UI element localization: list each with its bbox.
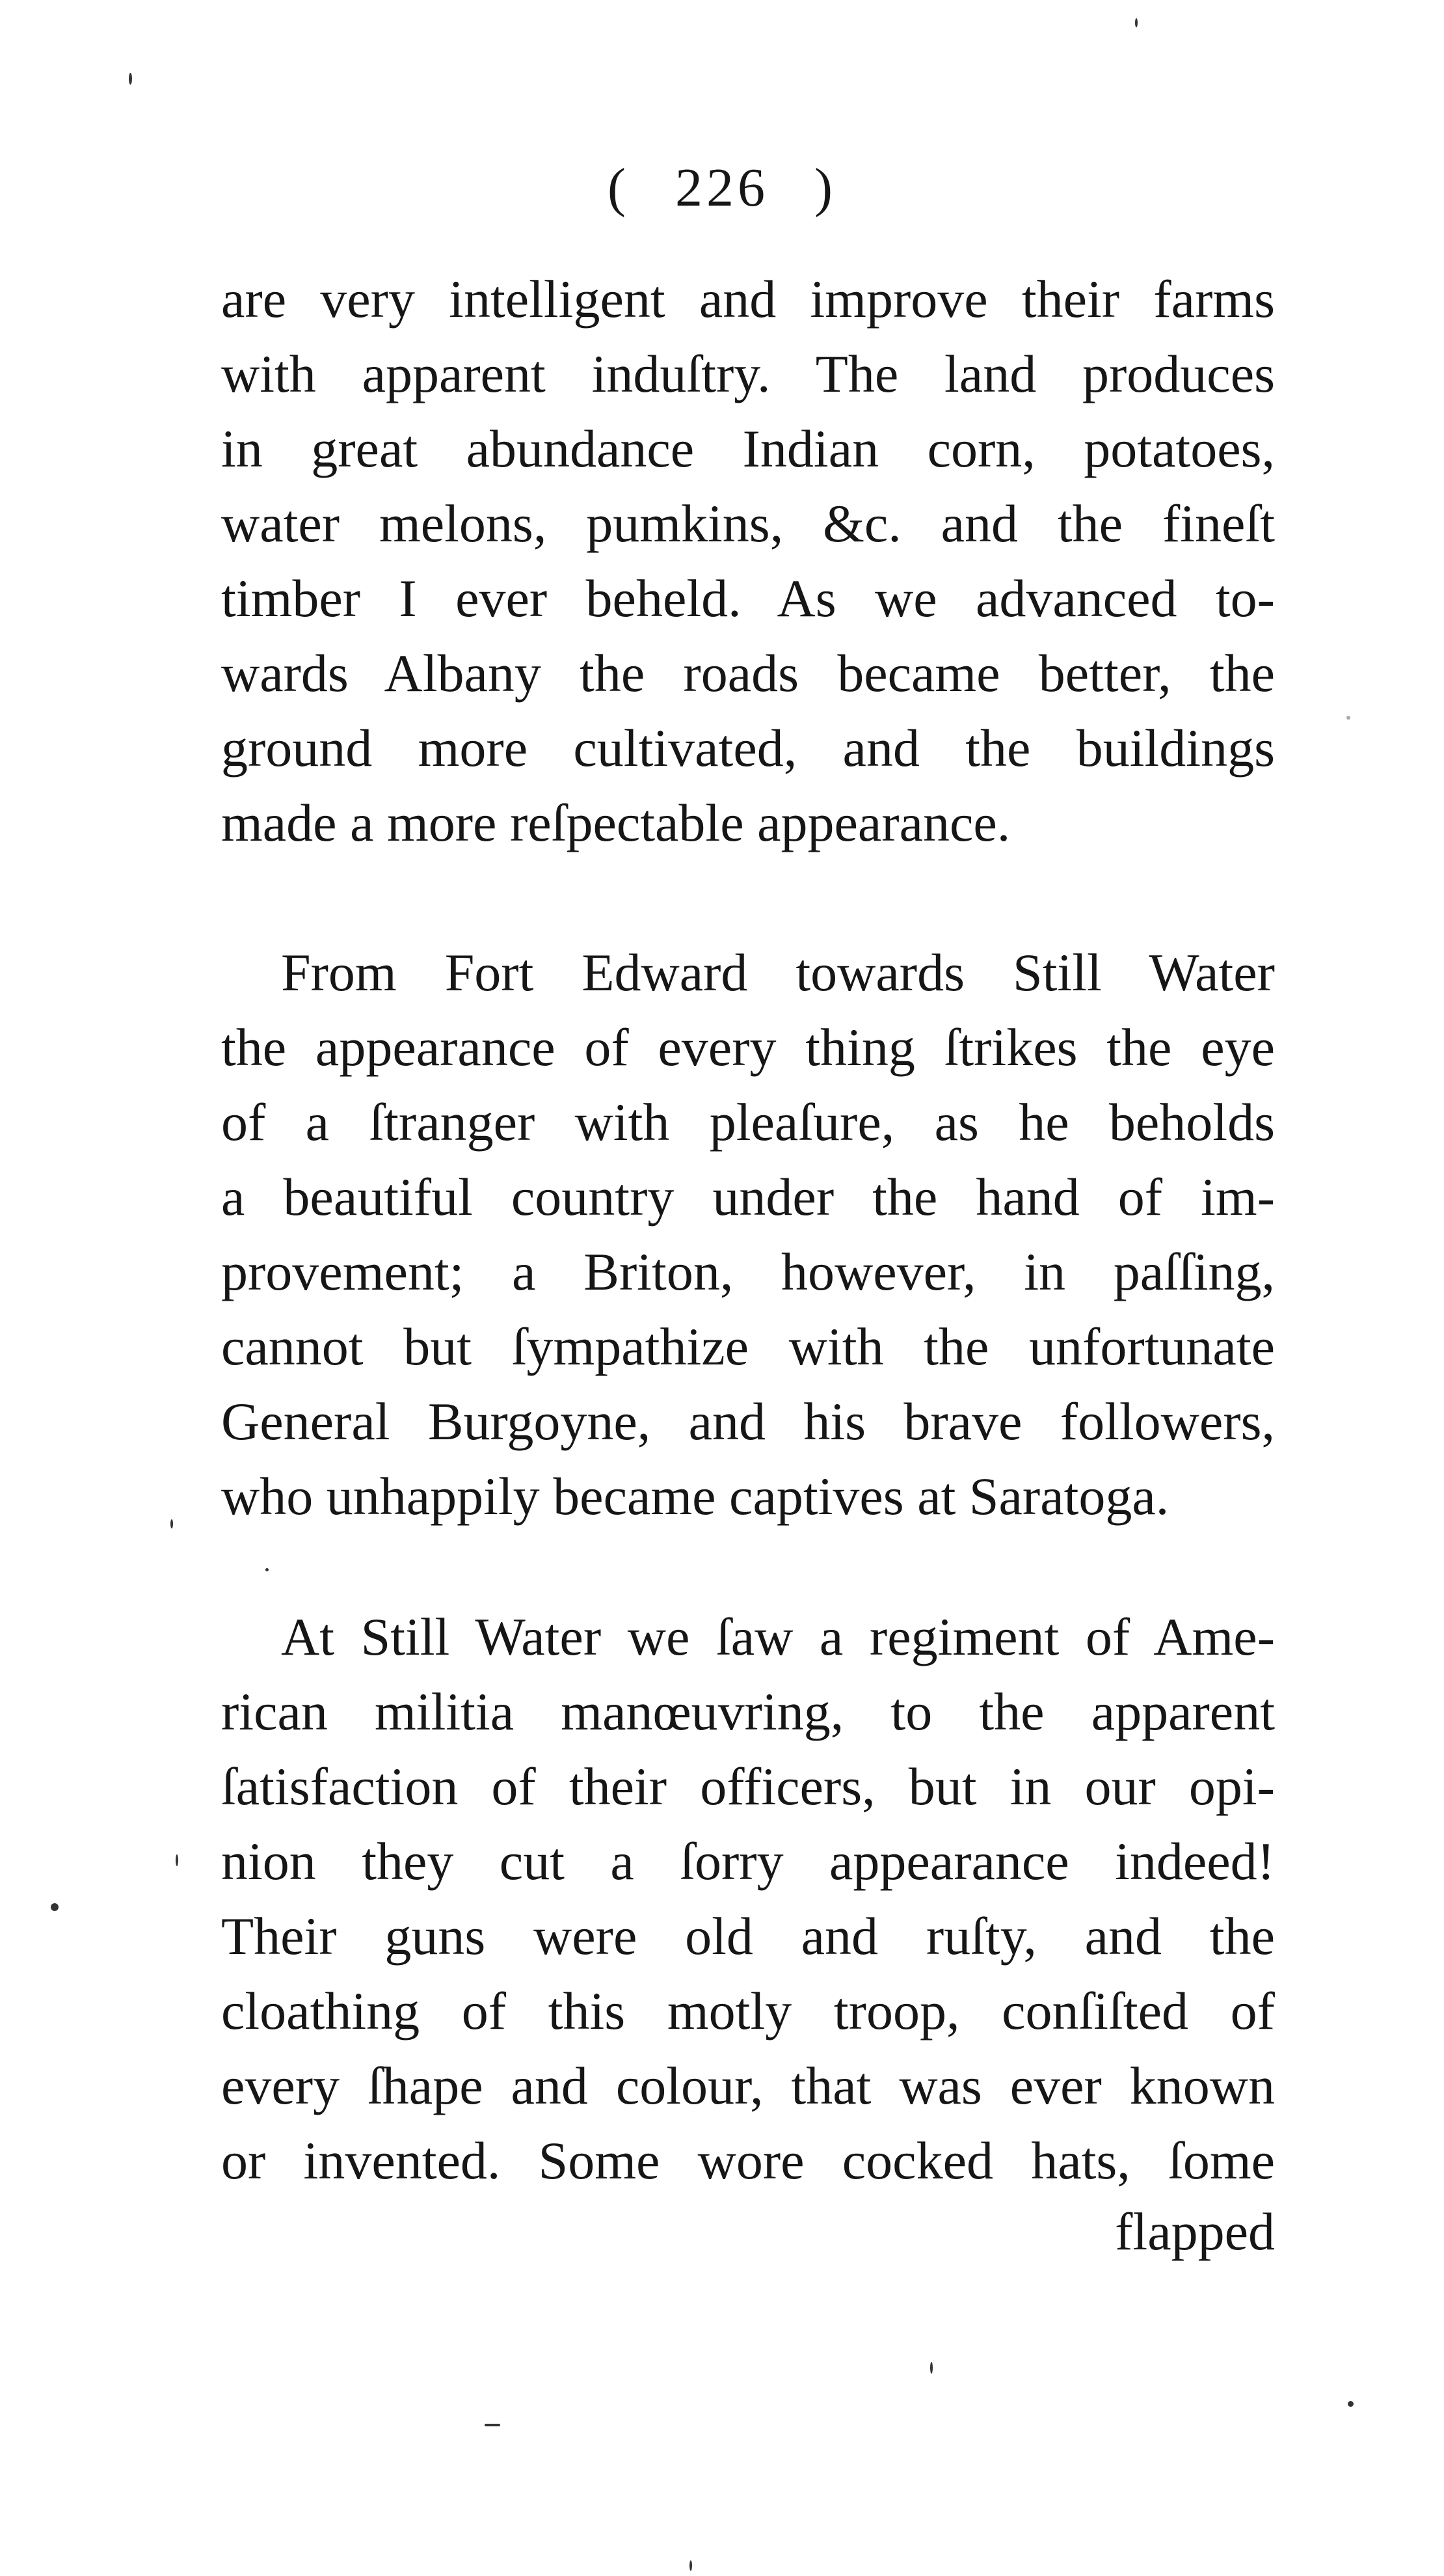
scan-speck [170,1519,173,1528]
text-line: made a more reſpectable appearance. [221,793,1011,852]
text-line: From Fort Edward towards Still Water [281,943,1275,1002]
scan-speck [689,2560,692,2571]
text-line: the appearance of every thing ſtrikes the eye [221,1018,1275,1077]
text-line: a beautiful country under the hand of im- [221,1167,1275,1227]
scan-speck [51,1903,59,1911]
scan-speck [176,1854,178,1866]
catchword: flapped [1115,2202,1275,2261]
page-header [0,156,1444,219]
text-line: are very intelligent and improve their farms [221,269,1275,329]
text-line: ſatisfaction of their officers, but in our opi- [221,1757,1275,1816]
page-number: 226 [675,157,769,218]
text-line: water melons, pumkins, &c. and the fineſt [221,494,1275,553]
scan-speck [129,73,132,85]
text-line: or invented. Some wore cocked hats, ſome [221,2131,1275,2190]
scan-speck [1346,716,1350,720]
close-paren: ) [814,157,836,218]
open-paren: ( [608,157,630,218]
text-line: cloathing of this motly troop, conſiſted of [221,1981,1275,2040]
scan-speck [930,2362,933,2374]
scan-speck [265,1568,269,1571]
text-line: ground more cultivated, and the buildings [221,718,1275,778]
text-line: wards Albany the roads became better, the [221,644,1275,703]
text-line: nion they cut a ſorry appearance indeed! [221,1832,1275,1891]
text-line: provement; a Briton, however, in paſſing, [221,1242,1275,1301]
text-line: Their guns were old and ruſty, and the [221,1906,1275,1966]
text-line: in great abundance Indian corn, potatoes, [221,419,1275,478]
text-line: of a ſtranger with pleaſure, as he beholds [221,1092,1275,1152]
text-line: At Still Water we ſaw a regiment of Ame- [281,1607,1275,1666]
scan-speck [485,2424,500,2426]
text-line: rican militia manœuvring, to the apparent [221,1682,1275,1741]
text-line: every ſhape and colour, that was ever known [221,2056,1275,2115]
scan-speck [1135,18,1138,27]
text-line: cannot but ſympathize with the unfortunate [221,1317,1275,1376]
scan-speck [1348,2401,1354,2407]
paragraph-2 [221,935,1275,1534]
paragraph-3 [221,1599,1275,2198]
text-line: with apparent induſtry. The land produces [221,344,1275,403]
text-line: General Burgoyne, and his brave followers, [221,1392,1275,1451]
text-line: who unhappily became captives at Saratoga. [221,1467,1170,1526]
paragraph-1 [221,262,1275,860]
text-line: timber I ever beheld. As we advanced to- [221,569,1275,628]
